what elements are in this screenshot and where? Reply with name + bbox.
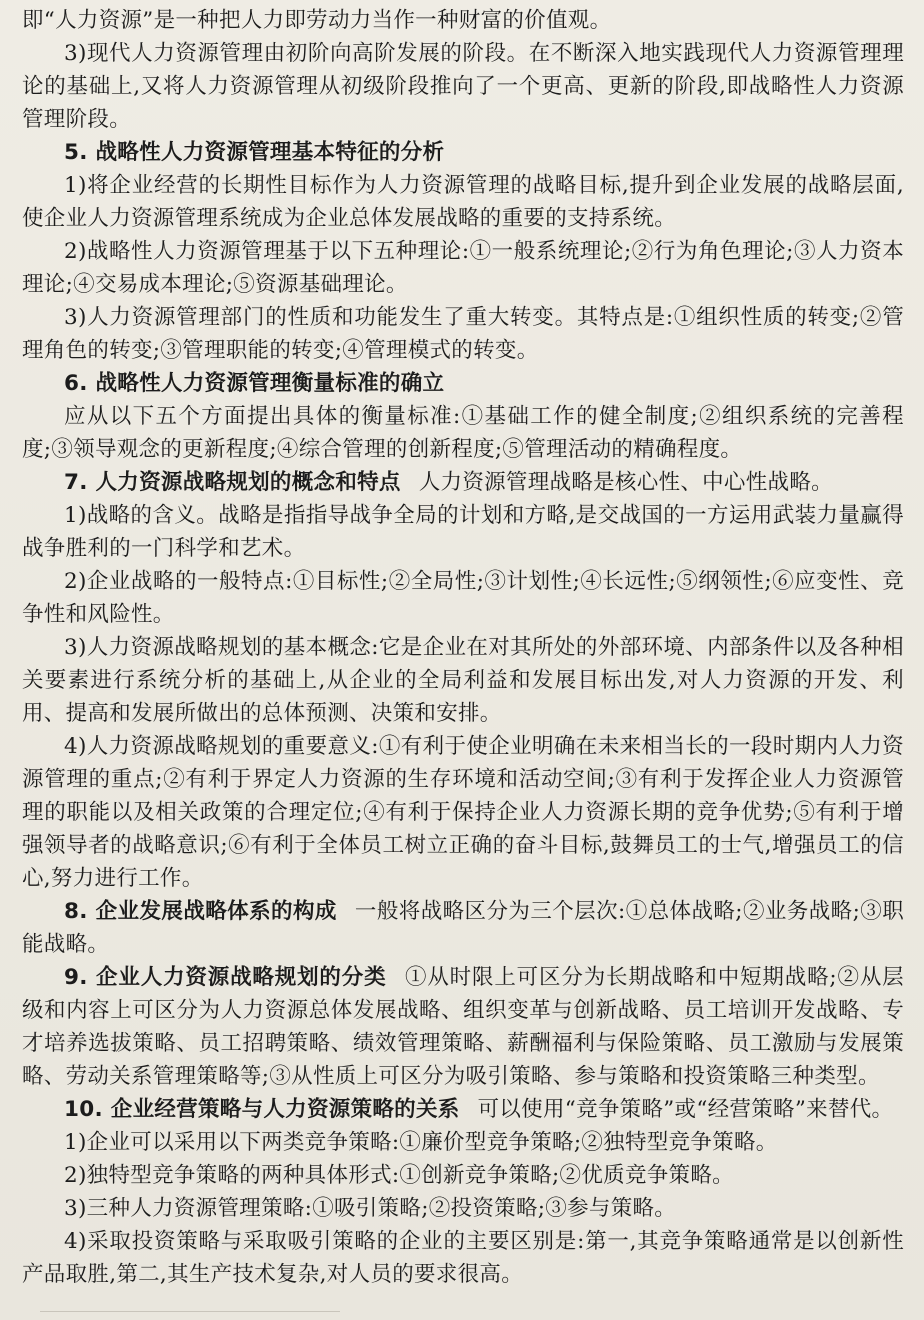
- body-text: ①从时限上可区分为长期战略和中短期战略;②从层级和内容上可区分为人力资源总体发展战略、组织变革与创新战略、员工培训开发战略、专才培养选拔策略、员工招聘策略、绩效管理策略、薪酬福利与保险策略、员工激励与发展策略、劳动关系管理策略等;③从性质上可区分为吸引策略、参与策略和投资策略三种类型。: [22, 965, 904, 1089]
- heading-text: 5. 战略性人力资源管理基本特征的分析: [64, 140, 445, 165]
- section-paragraph: [22, 1093, 904, 1126]
- section-paragraph: [22, 466, 904, 499]
- paragraph: 3)现代人力资源管理由初阶向高阶发展的阶段。在不断深入地实践现代人力资源管理理论的基础上,又将人力资源管理从初级阶段推向了一个更高、更新的阶段,即战略性人力资源管理阶段。: [22, 41, 904, 132]
- paragraph: 即“人力资源”是一种把人力即劳动力当作一种财富的价值观。: [22, 8, 612, 33]
- body-text: 人力资源管理战略是核心性、中心性战略。: [418, 470, 833, 495]
- section-paragraph: [22, 961, 904, 1093]
- paragraph: 3)人力资源管理部门的性质和功能发生了重大转变。其特点是:①组织性质的转变;②管理角色的转变;③管理职能的转变;④管理模式的转变。: [22, 305, 904, 363]
- paragraph: 4)采取投资策略与采取吸引策略的企业的主要区别是:第一,其竞争策略通常是以创新性产品取胜,第二,其生产技术复杂,对人员的要求很高。: [22, 1229, 904, 1287]
- section-paragraph: [22, 895, 904, 961]
- paragraph: 1)企业可以采用以下两类竞争策略:①廉价型竞争策略;②独特型竞争策略。: [64, 1130, 778, 1155]
- paragraph: 3)人力资源战略规划的基本概念:它是企业在对其所处的外部环境、内部条件以及各种相关要素进行系统分析的基础上,从企业的全局利益和发展目标出发,对人力资源的开发、利用、提高和发展所做出的总体预测、决策和安排。: [22, 635, 904, 726]
- paragraph: 应从以下五个方面提出具体的衡量标准:①基础工作的健全制度;②组织系统的完善程度;③领导观念的更新程度;④综合管理的创新程度;⑤管理活动的精确程度。: [22, 404, 904, 462]
- body-text: 可以使用“竞争策略”或“经营策略”来替代。: [477, 1097, 894, 1122]
- page-edge-divider: [40, 1311, 340, 1320]
- heading-text: 8. 企业发展战略体系的构成: [64, 899, 337, 924]
- paragraph: 1)将企业经营的长期性目标作为人力资源管理的战略目标,提升到企业发展的战略层面,使企业人力资源管理系统成为企业总体发展战略的重要的支持系统。: [22, 173, 904, 231]
- heading-text: 6. 战略性人力资源管理衡量标准的确立: [64, 371, 445, 396]
- paragraph: 2)战略性人力资源管理基于以下五种理论:①一般系统理论;②行为角色理论;③人力资本理论;④交易成本理论;⑤资源基础理论。: [22, 239, 904, 297]
- paragraph: 3)三种人力资源管理策略:①吸引策略;②投资策略;③参与策略。: [64, 1196, 677, 1221]
- body-text: 一般将战略区分为三个层次:①总体战略;②业务战略;③职能战略。: [22, 899, 904, 957]
- heading-text: 9. 企业人力资源战略规划的分类: [64, 965, 387, 990]
- heading-text: 10. 企业经营策略与人力资源策略的关系: [64, 1097, 460, 1122]
- paragraph: 1)战略的含义。战略是指指导战争全局的计划和方略,是交战国的一方运用武装力量赢得战争胜利的一门科学和艺术。: [22, 503, 904, 561]
- heading-text: 7. 人力资源战略规划的概念和特点: [64, 470, 401, 495]
- paragraph: 4)人力资源战略规划的重要意义:①有利于使企业明确在未来相当长的一段时期内人力资源管理的重点;②有利于界定人力资源的生存环境和活动空间;③有利于发挥企业人力资源管理的职能以及相关政策的合理定位;④有利于保持企业人力资源长期的竞争优势;⑤有利于增强领导者的战略意识;⑥有利于全体员工树立正确的奋斗目标,鼓舞员工的士气,增强员工的信心,努力进行工作。: [22, 734, 904, 891]
- paragraph: 2)独特型竞争策略的两种具体形式:①创新竞争策略;②优质竞争策略。: [64, 1163, 734, 1188]
- paragraph: 2)企业战略的一般特点:①目标性;②全局性;③计划性;④长远性;⑤纲领性;⑥应变性、竞争性和风险性。: [22, 569, 904, 627]
- section-heading: [22, 367, 904, 400]
- section-heading: [22, 136, 904, 169]
